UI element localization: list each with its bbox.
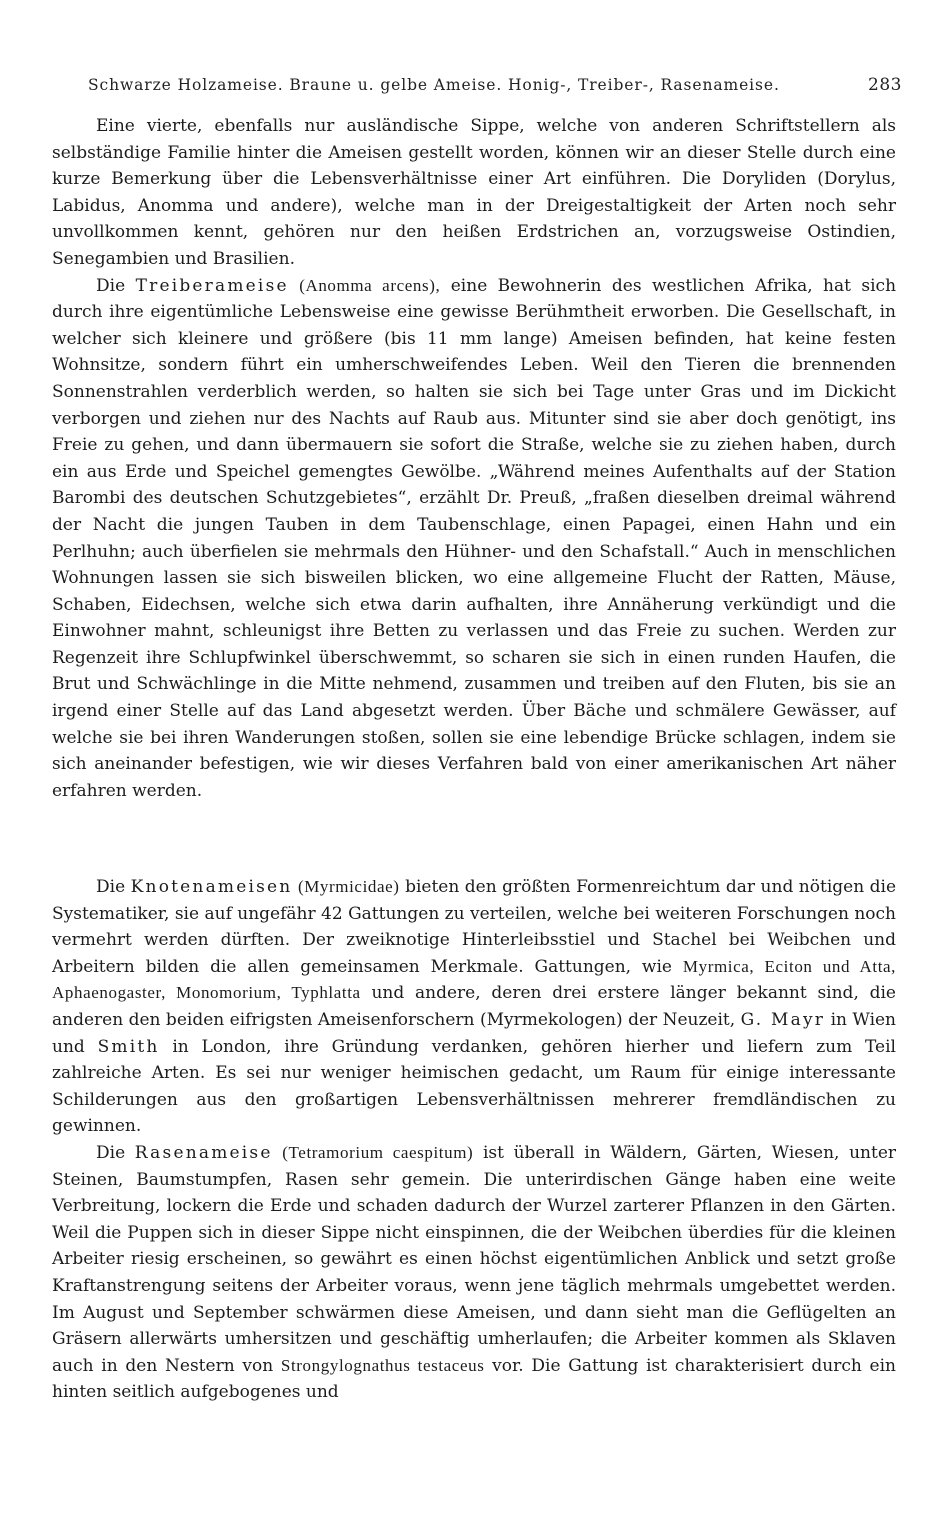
species-term-treiberameise: Treiberameise [135, 275, 289, 296]
latin-name-strongylognathus-testaceus: Strongylognathus testaceus [280, 1355, 485, 1375]
paragraph-body-text: und andere, deren drei erstere länger bekannt sind, die anderen den beiden eifrigsten Ameisenforschern (Myrmekologen) der Neuzeit, [52, 983, 896, 1030]
paragraph-lead-word: Die [96, 275, 126, 296]
paragraph-body-text: bieten den größten Formenreichtum dar und nötigen die Systematiker, sie auf ungefähr 42 Gattungen zu verteilen, welche bei weiteren Forschungen noch vermehrt werden dürften. Der zweiknotige Hinterleibsstiel und Stachel bei Weibchen und Arbeitern bilden die allen gemeinsamen Merkmale. Gattungen, wie [52, 877, 897, 977]
latin-name-tetramorium-caespitum: (Tetramorium caespitum) [282, 1142, 474, 1162]
paragraph-body-text: vor. Die Gattung ist charakterisiert durch ein hinten seitlich aufgebogenes und [52, 1355, 896, 1403]
paragraph-lead-word: Die [96, 877, 126, 897]
author-name-smith: Smith [97, 1036, 160, 1057]
paragraph-knotenameisen [52, 874, 896, 1140]
text-block-dorylidae [52, 113, 896, 804]
paragraph-body-text: in Wien und [52, 1009, 897, 1057]
paragraph-treiberameise [52, 273, 896, 805]
running-header-title: Schwarze Holzameise. Braune u. gelbe Ameise. Honig-, Treiber-, Rasenameise. [88, 76, 780, 94]
family-term-knotenameisen: Knotenameisen [130, 877, 293, 897]
latin-name-myrmicidae: (Myrmicidae) [297, 877, 400, 896]
page-number: 283 [868, 75, 902, 95]
running-header [88, 72, 902, 98]
paragraph-body-text: ist überall in Wäldern, Gärten, Wiesen, unter Steinen, Baumstumpfen, Rasen sehr gemein. Die unterirdischen Gänge haben eine weite Verbreitung, lockern die Erde und schaden dadurch der Wurzel zarterer Pflanzen in den Gärten. Weil die Puppen sich in dieser Sippe nicht einspinnen, die der Weibchen überdies für die kleinen Arbeiter riesig erscheinen, so gewährt es einen höchst eigentümlichen Anblick und setzt große Kraftanstrengung seitens der Arbeiter voraus, wenn jene täglich mehrmals umgebettet werden. Im August und September schwärmen diese Ameisen, und dann sieht man die Geflügelten an Gräsern allerwärts umhersitzen und geschäftig umherlaufen; die Arbeiter kommen als Sklaven auch in den Nestern von [52, 1142, 897, 1376]
paragraph-rasenameise [52, 1140, 896, 1406]
author-name-mayr: G. Mayr [740, 1009, 826, 1030]
species-term-rasenameise: Rasenameise [134, 1142, 273, 1163]
text-block-knotenameisen [52, 874, 896, 1406]
latin-name-anomma-arcens: (Anomma arcens), [299, 275, 441, 295]
paragraph-body-text: in London, ihre Gründung verdanken, gehören hierher und liefern zum Teil zahlreiche Arten. Es sei nur weniger heimischen gedacht, um Raum für einige interessante Schilderungen aus den großartigen Lebensverhältnissen mehrerer fremdländischen zu gewinnen. [52, 1036, 896, 1137]
paragraph-lead-word: Die [96, 1142, 126, 1163]
latin-genera-list: Myrmica, Eciton und Atta, Aphaenogaster, Monomorium, Typhlatta [52, 956, 897, 1003]
paragraph-dorylidae: Eine vierte, ebenfalls nur ausländische Sippe, welche von anderen Schriftstellern als selbständige Familie hinter die Ameisen gestellt worden, können wir an dieser Stelle durch eine kurze Bemerkung über die Lebensverhältnisse einer Art einführen. Die Doryliden (Dorylus, Labidus, Anomma und andere), welche man in der Dreigestaltigkeit der Arten noch sehr unvollkommen kennt, gehören nur den heißen Erdstrichen an, vorzugsweise Ostindien, Senegambien und Brasilien. [52, 116, 896, 269]
paragraph-body-text: eine Bewohnerin des westlichen Afrika, hat sich durch ihre eigentümliche Lebensweise eine gewisse Berühmtheit erworben. Die Gesellschaft, in welcher sich kleinere und größere (bis 11 mm lange) Ameisen befinden, hat keine festen Wohnsitze, sondern führt ein umherschweifendes Leben. Weil den Tieren die brennenden Sonnenstrahlen verderblich werden, so halten sie sich bei Tage unter Gras und im Dickicht verborgen und ziehen nur des Nachts auf Raub aus. Mitunter sind sie aber doch genötigt, ins Freie zu gehen, und dann übermauern sie sofort die Straße, welche sie zu ziehen haben, durch ein aus Erde und Speichel gemengtes Gewölbe. „Während meines Aufenthalts auf der Station Barombi des deutschen Schutzgebietes“, erzählt Dr. Preuß, „fraßen dieselben dreimal während der Nacht die jungen Tauben in dem Taubenschlage, einen Papagei, einen Hahn und ein Perlhuhn; auch überfielen sie mehrmals den Hühner- und den Schafstall.“ Auch in menschlichen Wohnungen lassen sie sich bisweilen blicken, wo eine allgemeine Flucht der Ratten, Mäuse, Schaben, Eidechsen, welche sich etwa darin aufhalten, ihre Annäherung verkündigt und die Einwohner mahnt, schleunigst ihre Betten zu verlassen und das Freie zu suchen. Werden zur Regenzeit ihre Schlupfwinkel überschwemmt, so scharen sie sich in einen runden Haufen, die Brut und Schwächlinge in die Mitte nehmend, zusammen und treiben auf den Fluten, bis sie an irgend einer Stelle auf das Land abgesetzt werden. Über Bäche und schmälere Gewässer, auf welche sie bei ihren Wanderungen stoßen, sollen sie eine lebendige Brücke schlagen, indem sie sich aneinander befestigen, wie wir dieses Verfahren bald von einer amerikanischen Art näher erfahren werden. [52, 275, 897, 801]
